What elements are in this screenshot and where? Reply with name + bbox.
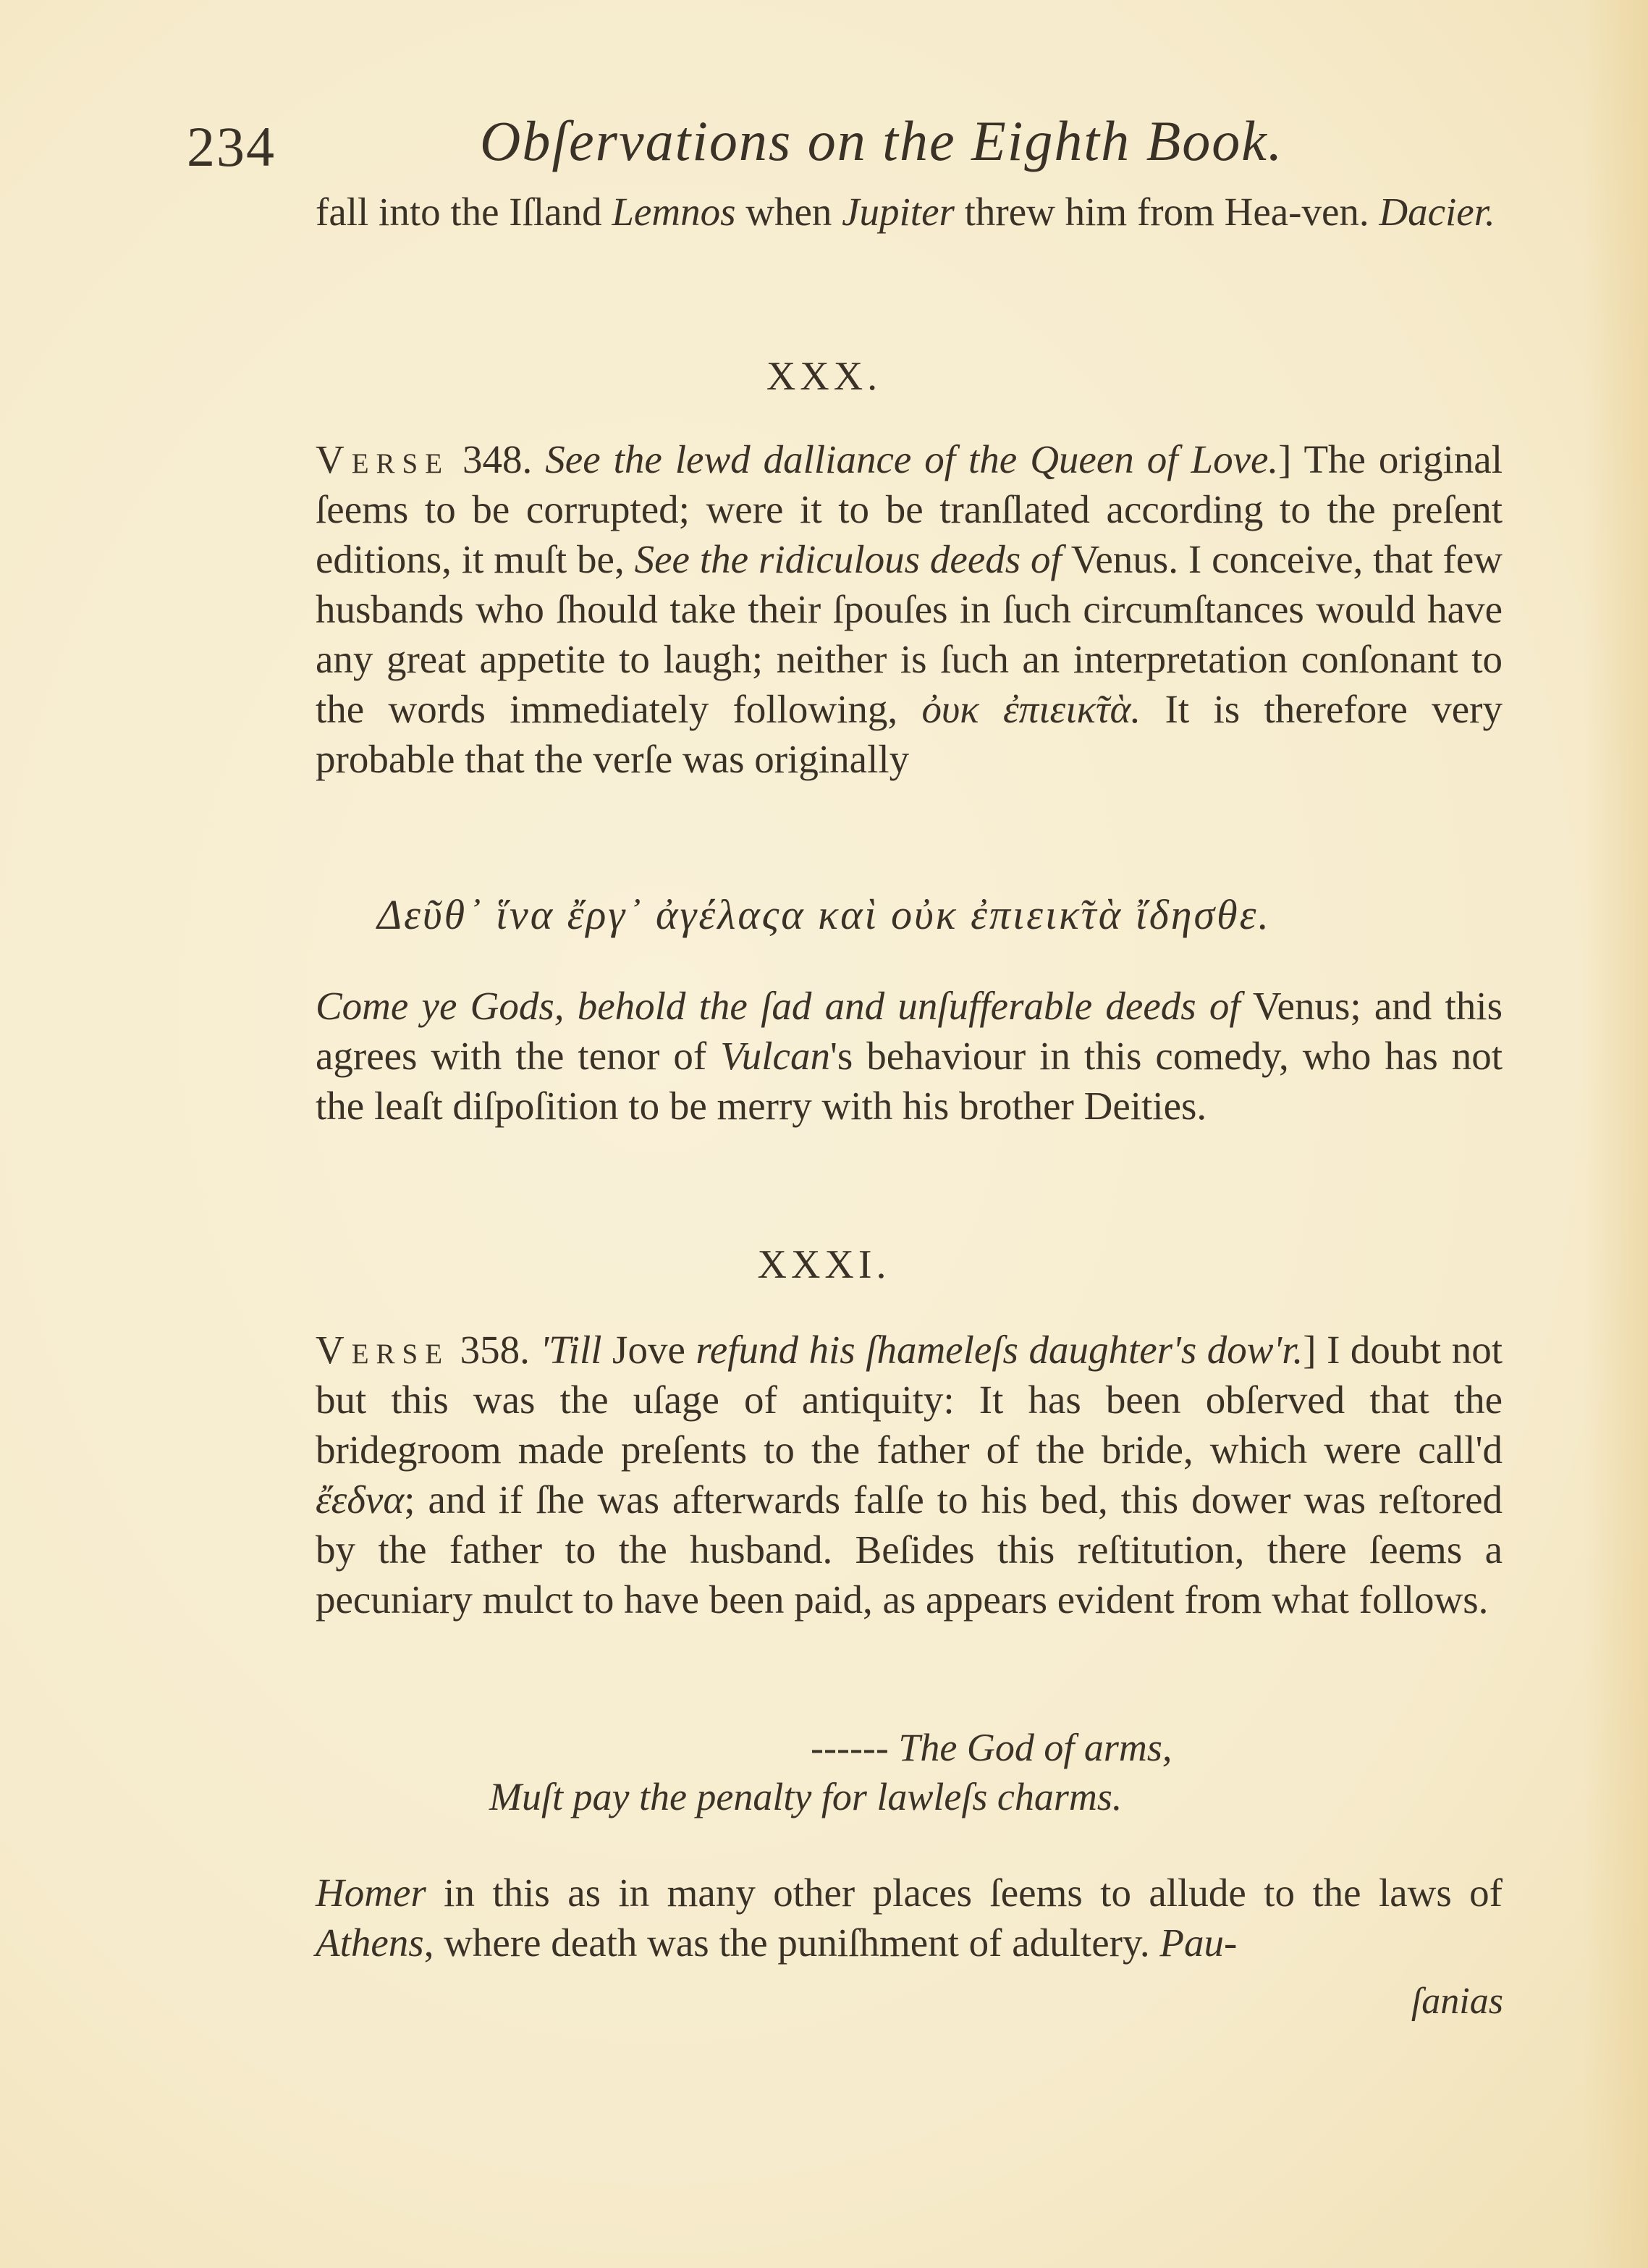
page-number: 234 bbox=[187, 115, 276, 178]
italic-run: Come ye Gods, behold the ſad and unſufferable deeds of bbox=[316, 984, 1241, 1028]
note-xxx-text bbox=[316, 434, 1503, 784]
text-run: when bbox=[735, 190, 842, 234]
verse-label: Verse bbox=[316, 437, 450, 481]
text-run: ] I doubt not but this was the uſage of antiquity: It has been obſerved that the bridegroom made preſents to the father of the bride, which were call'd bbox=[316, 1328, 1503, 1472]
italic-run: Pau- bbox=[1159, 1921, 1238, 1965]
italic-run: See the ridiculous deeds of bbox=[634, 537, 1062, 581]
running-head: Obſervations on the Eighth Book. bbox=[480, 109, 1284, 172]
page-header bbox=[187, 109, 1284, 188]
italic-run: Jupiter bbox=[842, 190, 955, 234]
text-run: threw him from Hea-ven. bbox=[954, 190, 1379, 234]
note-heading-xxxi: XXXI. bbox=[757, 1242, 891, 1287]
note-xxxi-paragraph-2 bbox=[316, 1868, 1503, 1968]
note-xxx-paragraph-1 bbox=[316, 434, 1503, 784]
note-xxxi-commentary bbox=[316, 1868, 1503, 1968]
greek-verse: Δεῦθ᾽ ἵνα ἔργ᾽ ἀγέλαςα καὶ οὐκ ἐπιεικ̃τὰ ἴδησθε. bbox=[377, 891, 1271, 938]
text-run: It is therefore very probable that the verſe was originally bbox=[316, 687, 1503, 781]
verse-number: 348. bbox=[449, 437, 546, 481]
italic-run: Vulcan bbox=[720, 1034, 830, 1078]
continuation-text bbox=[316, 187, 1503, 237]
continuation-paragraph bbox=[316, 187, 1503, 237]
note-xxx-translation bbox=[316, 981, 1503, 1131]
text-run: fall into the Iſland bbox=[316, 190, 612, 234]
italic-run: Lemnos bbox=[612, 190, 736, 234]
text-run: in this as in many other places ſeems to allude to the laws of bbox=[426, 1871, 1503, 1915]
quote-line-2: Muſt pay the penalty for lawleſs charms. bbox=[489, 1775, 1123, 1818]
note-heading-xxx: XXX. bbox=[766, 354, 882, 399]
note-xxx-paragraph-2 bbox=[316, 981, 1503, 1131]
lemma: See the lewd dalliance of the Queen of Love. bbox=[545, 437, 1279, 481]
text-run: Venus; and this agrees with the tenor of bbox=[316, 984, 1503, 1078]
italic-run: Dacier. bbox=[1379, 190, 1495, 234]
italic-run: Homer bbox=[316, 1871, 426, 1915]
note-xxxi-paragraph-1 bbox=[316, 1325, 1503, 1624]
greek-phrase: ὀυκ ἐπιεικ̃τὰ. bbox=[921, 687, 1141, 731]
lemma-roman: Jove bbox=[601, 1328, 696, 1372]
text-run: 's behaviour in this comedy, who has not the leaſt diſpoſition to be merry with his brother Deities. bbox=[316, 1034, 1503, 1128]
greek-word: ἔεδνα bbox=[316, 1477, 405, 1522]
quote-line-1: ------ The God of arms, bbox=[811, 1726, 1172, 1769]
note-xxxi-text bbox=[316, 1325, 1503, 1624]
text-run: ; and if ſhe was afterwards falſe to his bed, this dower was reſtored by the father to the husband. Beſides this reſtitution, there ſeems a pecuniary mulct to have been paid, as appears evident from what follows. bbox=[316, 1477, 1503, 1622]
page-edge-shadow bbox=[1583, 0, 1648, 2268]
lemma: refund his ſhameleſs daughter's dow'r. bbox=[696, 1328, 1303, 1372]
lemma: 'Till bbox=[540, 1328, 602, 1372]
text-run: Venus. I conceive, that few husbands who ſhould take their ſpouſes in ſuch circumſtances would have any great appetite to laugh; neither is ſuch an interpretation conſonant to the words immediately following, bbox=[316, 537, 1503, 731]
verse-number: 358. bbox=[449, 1328, 541, 1372]
verse-label: Verse bbox=[316, 1328, 450, 1372]
text-run: , where death was the puniſhment of adultery. bbox=[423, 1921, 1160, 1965]
text-run: ] The original ſeems to be corrupted; were it to be tranſlated according to the preſent editions, it muſt be, bbox=[316, 437, 1503, 581]
catchword: ſanias bbox=[1411, 1981, 1503, 2022]
italic-run: Athens bbox=[316, 1921, 424, 1965]
